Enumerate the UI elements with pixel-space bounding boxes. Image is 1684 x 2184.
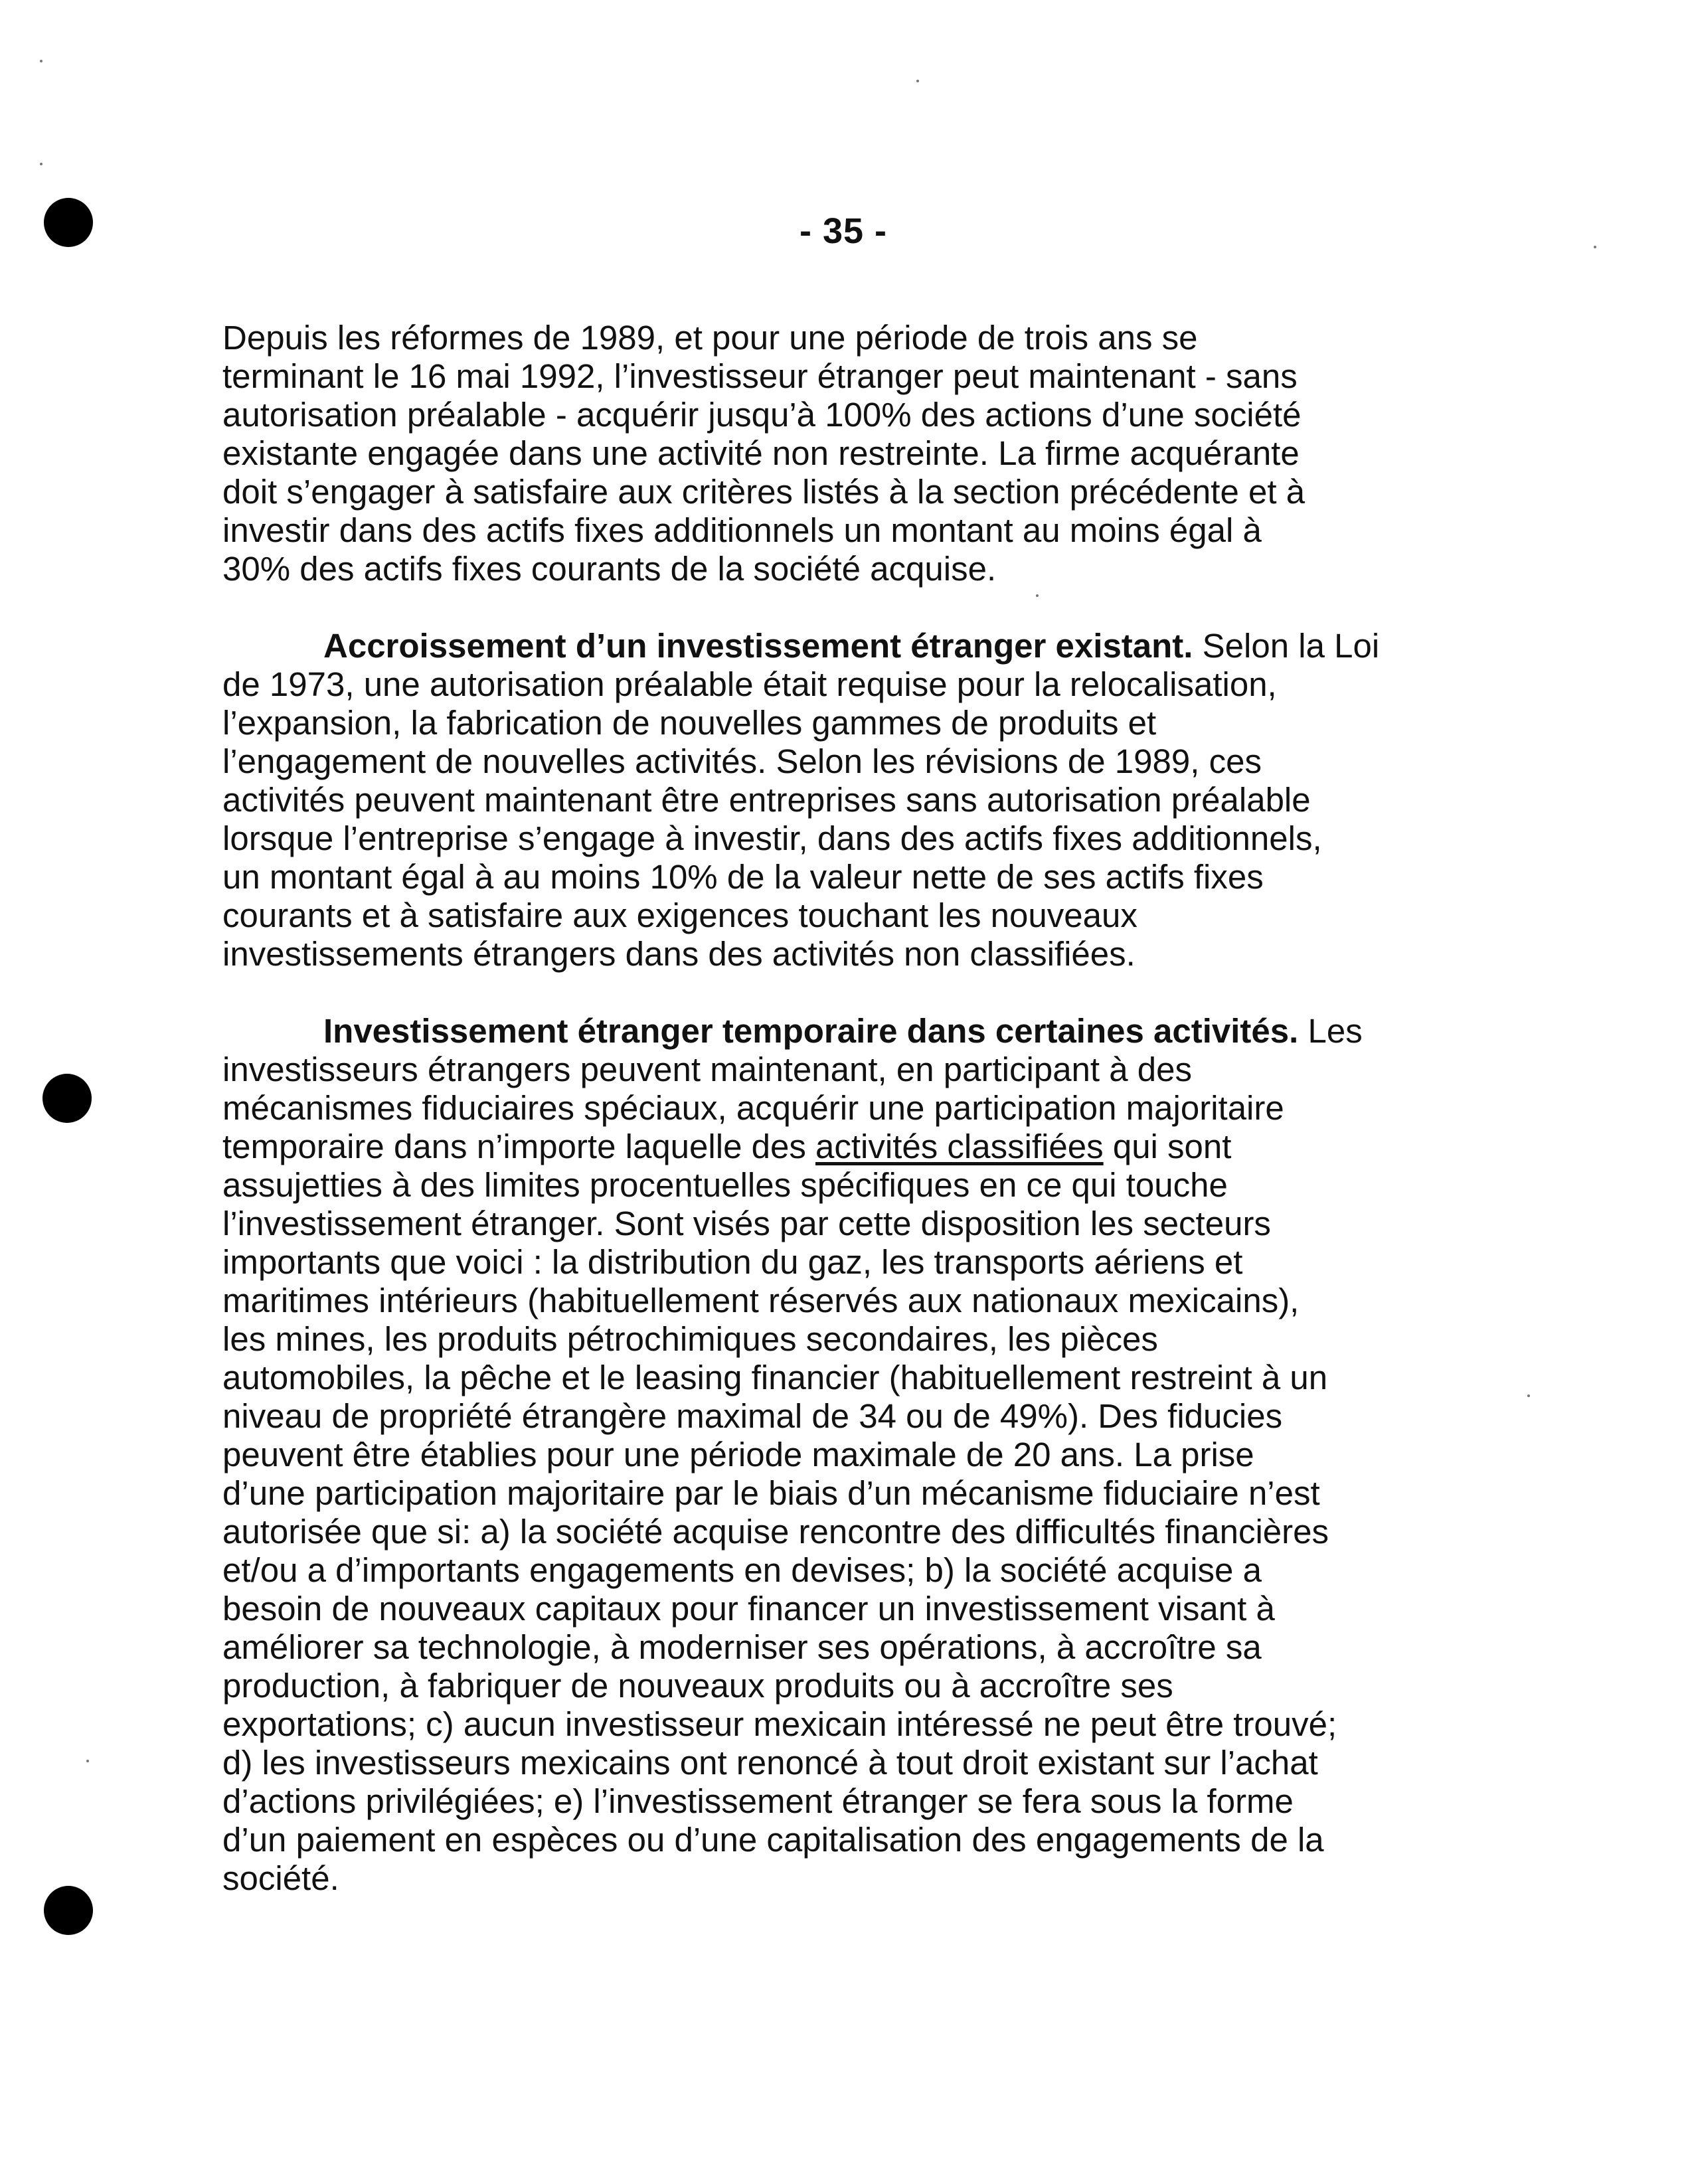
text-line: d’une participation majoritaire par le biais d’un mécanisme fiduciaire n’est [222,1474,1320,1512]
text-line: peuvent être établies pour une période maximale de 20 ans. La prise [222,1436,1254,1473]
text-line [222,1012,1504,1050]
text-line: production, à fabriquer de nouveaux produits ou à accroître ses [222,1667,1173,1705]
text-line: d’un paiement en espèces ou d’une capitalisation des engagements de la [222,1821,1324,1859]
text-line: importants que voici : la distribution du gaz, les transports aériens et [222,1243,1243,1281]
text-line: un montant égal à au moins 10% de la valeur nette de ses actifs fixes [222,858,1264,896]
body-text [222,319,1504,1936]
text-line: mécanismes fiduciaires spéciaux, acquérir une participation majoritaire [222,1089,1284,1127]
text-run: Les [1298,1012,1363,1050]
text-line: doit s’engager à satisfaire aux critères listés à la section précédente et à [222,473,1305,511]
text-line: d) les investisseurs mexicains ont renoncé à tout droit existant sur l’achat [222,1744,1318,1782]
scan-speck [1527,1394,1530,1397]
text-line: maritimes intérieurs (habituellement réservés aux nationaux mexicains), [222,1282,1300,1319]
punch-hole [42,1074,92,1123]
page-number: - 35 - [799,211,888,251]
text-line: et/ou a d’importants engagements en devises; b) la société acquise a [222,1551,1262,1589]
paragraph-1 [222,319,1504,588]
text-line: lorsque l’entreprise s’engage à investir, dans des actifs fixes additionnels, [222,819,1322,857]
text-line: de 1973, une autorisation préalable était requise pour la relocalisation, [222,665,1277,703]
text-run: temporaire dans n’importe laquelle des [222,1128,815,1165]
text-line [222,627,1504,665]
text-line: société. [222,1859,339,1897]
text-line: assujetties à des limites procentuelles spécifiques en ce qui touche [222,1166,1228,1204]
text-line: exportations; c) aucun investisseur mexicain intéressé ne peut être trouvé; [222,1705,1337,1743]
scan-speck [40,60,42,62]
text-line: l’investissement étranger. Sont visés par cette disposition les secteurs [222,1205,1271,1242]
scan-speck [916,80,919,82]
text-line: courants et à satisfaire aux exigences touchant les nouveaux [222,896,1137,934]
punch-hole [44,1886,93,1935]
paragraph-3 [222,1012,1504,1898]
text-line: améliorer sa technologie, à moderniser ses opérations, à accroître sa [222,1628,1262,1666]
text-line: autorisation préalable - acquérir jusqu’à 100% des actions d’une société [222,396,1302,434]
text-line: investissements étrangers dans des activités non classifiées. [222,935,1136,973]
text-line: investir dans des actifs fixes additionnels un montant au moins égal à [222,511,1262,549]
text-line: activités peuvent maintenant être entreprises sans autorisation préalable [222,781,1311,819]
text-line: automobiles, la pêche et le leasing financier (habituellement restreint à un [222,1359,1328,1396]
text-line: niveau de propriété étrangère maximal de 34 ou de 49%). Des fiducies [222,1397,1283,1435]
text-line: terminant le 16 mai 1992, l’investisseur étranger peut maintenant - sans [222,357,1298,395]
text-line: les mines, les produits pétrochimiques secondaires, les pièces [222,1320,1158,1358]
text-line: besoin de nouveaux capitaux pour financer un investissement visant à [222,1590,1275,1628]
scan-speck [40,163,42,165]
scan-speck [1594,246,1596,248]
paragraph-2 [222,627,1504,973]
text-line: existante engagée dans une activité non restreinte. La firme acquérante [222,434,1300,472]
text-line: autorisée que si: a) la société acquise rencontre des difficultés financières [222,1513,1329,1551]
text-line: Depuis les réformes de 1989, et pour une période de trois ans se [222,319,1198,357]
text-run: qui sont [1103,1128,1232,1165]
text-line: 30% des actifs fixes courants de la société acquise. [222,550,997,588]
run-in-heading: Investissement étranger temporaire dans certaines activités. [323,1012,1299,1050]
scan-speck [86,1760,89,1762]
text-run: Selon la Loi [1193,627,1380,665]
punch-hole [44,198,93,247]
text-line: l’engagement de nouvelles activités. Selon les révisions de 1989, ces [222,742,1262,780]
text-line: l’expansion, la fabrication de nouvelles gammes de produits et [222,704,1157,742]
text-line: investisseurs étrangers peuvent maintenant, en participant à des [222,1050,1193,1088]
text-line [222,1128,1504,1166]
underlined-term: activités classifiées [815,1128,1104,1165]
text-line: d’actions privilégiées; e) l’investissement étranger se fera sous la forme [222,1782,1294,1820]
run-in-heading: Accroissement d’un investissement étranger existant. [323,627,1193,665]
